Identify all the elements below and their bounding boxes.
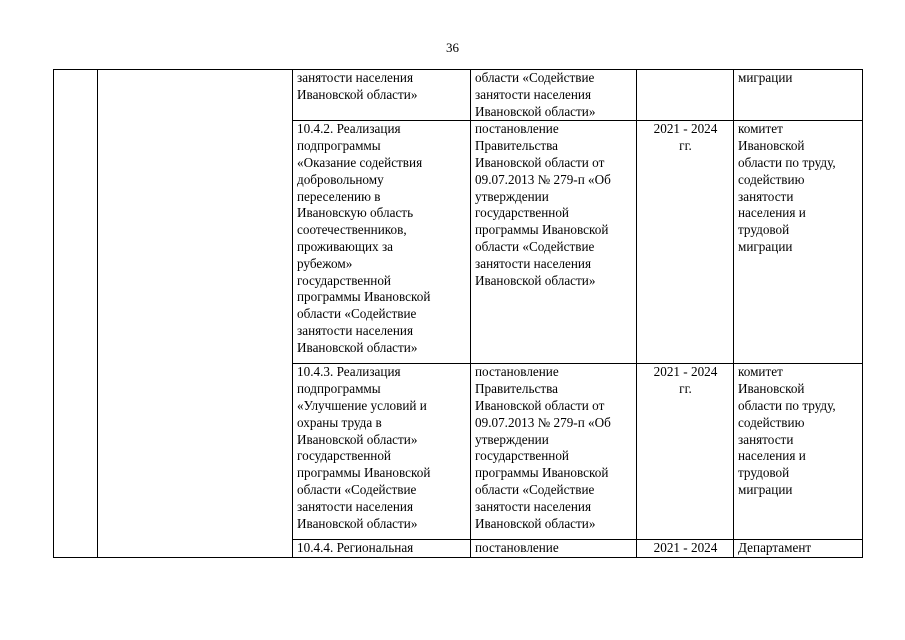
table-row — [54, 70, 863, 121]
page-number: 36 — [446, 40, 459, 55]
period-cell: 2021 - 2024 гг. — [637, 364, 734, 540]
executor-cell: Департамент — [734, 540, 863, 558]
document-cell: постановление Правительства Ивановской области от 09.07.2013 № 279-п «Об утверждении государственной программы Ивановской области «Содействие занятости населения Ивановской области» — [471, 121, 637, 364]
measures-table — [53, 69, 863, 558]
measure-cell: 10.4.2. Реализация подпрограммы «Оказание содействия добровольному переселению в Ивановскую область соотечественников, проживающих за рубежом» государственной программы Ивановской области «Содействие занятости населения Ивановской области» — [293, 121, 471, 364]
document-cell: постановление — [471, 540, 637, 558]
measure-cell: 10.4.4. Региональная — [293, 540, 471, 558]
measure-cell: занятости населения Ивановской области» — [293, 70, 471, 121]
measure-cell: 10.4.3. Реализация подпрограммы «Улучшение условий и охраны труда в Ивановской области» государственной программы Ивановской области «Содействие занятости населения Ивановской области» — [293, 364, 471, 540]
executor-cell: комитет Ивановской области по труду, содействию занятости населения и трудовой миграции — [734, 121, 863, 364]
document-cell: области «Содействие занятости населения Ивановской области» — [471, 70, 637, 121]
period-cell: 2021 - 2024 гг. — [637, 121, 734, 364]
period-cell: 2021 - 2024 — [637, 540, 734, 558]
period-cell — [637, 70, 734, 121]
document-cell: постановление Правительства Ивановской области от 09.07.2013 № 279-п «Об утверждении государственной программы Ивановской области «Содействие занятости населения Ивановской области» — [471, 364, 637, 540]
executor-cell: миграции — [734, 70, 863, 121]
empty-cell — [54, 70, 98, 558]
executor-cell: комитет Ивановской области по труду, содействию занятости населения и трудовой миграции — [734, 364, 863, 540]
empty-cell — [98, 70, 293, 558]
